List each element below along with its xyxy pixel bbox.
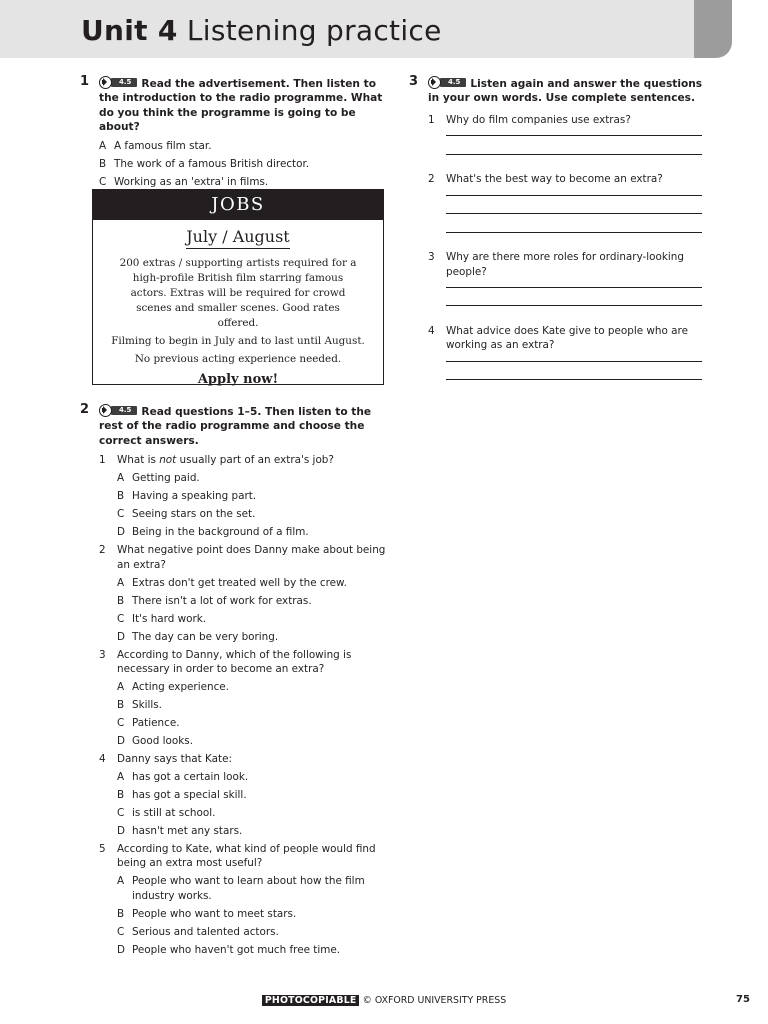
question-text	[117, 454, 334, 466]
instruction-text: Listen again and answer the questions in your own words. Use complete sentences.	[428, 78, 703, 105]
question-3	[409, 250, 709, 279]
answer-line[interactable]	[446, 154, 702, 155]
audio-track-button[interactable]	[99, 76, 137, 89]
exercise-3	[409, 76, 709, 398]
question-number: 3	[428, 251, 435, 264]
answer-lines	[409, 287, 709, 307]
option-text: People who want to meet stars.	[132, 907, 297, 920]
option-letter: D	[117, 943, 126, 956]
instruction-text: Read questions 1–5. Then listen to the rest of the radio programme and choose the correct answers.	[99, 406, 372, 447]
option-c	[117, 806, 386, 820]
footer	[0, 995, 768, 1007]
option-letter: C	[117, 612, 125, 625]
exercise-1	[80, 76, 386, 193]
option-letter: A	[117, 576, 125, 589]
answer-line[interactable]	[446, 135, 702, 136]
speaker-icon	[428, 76, 441, 89]
option-letter: D	[117, 825, 126, 838]
speaker-icon	[99, 404, 112, 417]
option-d	[117, 824, 386, 838]
instruction-text: Read the advertisement. Then listen to the introduction to the radio programme. What do you think the programme is going to be about?	[99, 78, 383, 134]
option-c	[117, 925, 386, 939]
answer-line[interactable]	[446, 232, 702, 233]
question-3	[99, 648, 386, 749]
question-text: What's the best way to become an extra?	[446, 173, 663, 186]
option-b	[117, 489, 386, 503]
job-advertisement	[92, 189, 384, 385]
option-d	[117, 943, 386, 957]
audio-track-button[interactable]	[99, 404, 137, 417]
option-letter: A	[117, 875, 125, 888]
question-text-part: What is	[117, 454, 160, 467]
option-letter: C	[117, 717, 125, 730]
answer-line[interactable]	[446, 195, 702, 196]
option-text: Skills.	[132, 699, 162, 712]
page-title	[81, 14, 442, 48]
option-letter: A	[99, 139, 107, 152]
answer-lines	[409, 195, 709, 233]
option-letter: A	[117, 771, 125, 784]
option-letter: A	[117, 472, 125, 485]
answer-line[interactable]	[446, 287, 702, 288]
question-text-emphasis: not	[159, 454, 177, 467]
option-letter: C	[117, 508, 125, 521]
question-options	[117, 874, 386, 957]
question-number: 2	[428, 173, 435, 186]
option-b	[117, 907, 386, 921]
option-letter: D	[117, 630, 126, 643]
option-b	[99, 157, 386, 171]
option-text: hasn't met any stars.	[132, 825, 243, 838]
option-letter: C	[99, 175, 107, 188]
option-letter: B	[99, 157, 107, 170]
question-text: Danny says that Kate:	[117, 753, 233, 766]
option-letter: C	[117, 925, 125, 938]
option-text: People who want to learn about how the film industry works.	[132, 875, 365, 902]
option-letter: B	[117, 907, 125, 920]
option-text: A famous film star.	[114, 139, 212, 152]
option-a	[117, 770, 386, 784]
header-tab	[694, 0, 732, 58]
option-text: The day can be very boring.	[132, 630, 279, 643]
track-number: 4.5	[111, 78, 137, 87]
option-d	[117, 734, 386, 748]
answer-lines	[409, 361, 709, 381]
option-text: People who haven't got much free time.	[132, 943, 341, 956]
question-number: 2	[99, 544, 106, 557]
option-c	[117, 507, 386, 521]
option-letter: B	[117, 490, 125, 503]
ad-body: 200 extras / supporting artists required for a high-profile British film starring famous actors. Extras will be required for crowd scenes and smaller scenes. Good rates offered.	[119, 257, 357, 329]
question-4	[99, 752, 386, 838]
question-number: 3	[99, 648, 106, 661]
option-a	[99, 139, 386, 153]
ad-experience: No previous acting experience needed.	[134, 353, 342, 365]
option-a	[117, 576, 386, 590]
question-options	[117, 576, 386, 644]
ad-heading: JOBS	[93, 190, 383, 220]
option-c	[99, 175, 386, 189]
option-letter: D	[117, 735, 126, 748]
option-b	[117, 594, 386, 608]
option-text: has got a certain look.	[132, 771, 249, 784]
option-letter: A	[117, 681, 125, 694]
exercise-1-options	[80, 139, 386, 189]
option-letter: C	[117, 807, 125, 820]
option-text: Extras don't get treated well by the crew.	[132, 576, 347, 589]
question-5	[99, 842, 386, 957]
option-c	[117, 716, 386, 730]
question-2	[99, 543, 386, 644]
photocopiable-badge: PHOTOCOPIABLE	[262, 995, 360, 1006]
ad-dates: July / August	[186, 227, 289, 249]
option-text: has got a special skill.	[132, 789, 247, 802]
option-letter: B	[117, 789, 125, 802]
exercise-2	[80, 404, 386, 961]
question-1	[409, 113, 709, 127]
question-text: According to Kate, what kind of people would find being an extra most useful?	[117, 843, 376, 870]
exercise-number: 1	[80, 74, 90, 89]
exercise-number: 3	[409, 74, 419, 89]
unit-subtitle: Listening practice	[186, 14, 442, 47]
option-text: Getting paid.	[132, 472, 200, 485]
answer-lines	[409, 135, 709, 155]
exercise-number: 2	[80, 402, 90, 417]
option-a	[117, 471, 386, 485]
speaker-icon	[99, 76, 112, 89]
question-text: Why do film companies use extras?	[446, 113, 631, 126]
option-text: The work of a famous British director.	[114, 157, 310, 170]
question-options	[117, 680, 386, 748]
exercise-1-instruction	[80, 76, 386, 135]
option-text: Being in the background of a film.	[132, 526, 309, 539]
question-number: 1	[428, 113, 435, 126]
question-2	[409, 172, 709, 186]
option-a	[117, 874, 386, 903]
option-letter: B	[117, 594, 125, 607]
option-a	[117, 680, 386, 694]
option-b	[117, 788, 386, 802]
option-text: Serious and talented actors.	[132, 925, 279, 938]
option-letter: D	[117, 526, 126, 539]
option-c	[117, 612, 386, 626]
option-text: Seeing stars on the set.	[132, 508, 256, 521]
answer-line[interactable]	[446, 305, 702, 306]
option-letter: B	[117, 699, 125, 712]
option-d	[117, 630, 386, 644]
option-text: Acting experience.	[132, 681, 229, 694]
option-d	[117, 525, 386, 539]
unit-label: Unit 4	[81, 14, 178, 47]
question-options	[117, 770, 386, 838]
exercise-3-instruction	[409, 76, 709, 106]
question-number: 4	[428, 324, 435, 337]
option-text: It's hard work.	[132, 612, 207, 625]
exercise-2-instruction	[80, 404, 386, 448]
answer-line[interactable]	[446, 213, 702, 214]
ad-filming: Filming to begin in July and to last until August.	[111, 335, 365, 347]
ad-apply: Apply now!	[197, 372, 279, 387]
question-text: According to Danny, which of the following is necessary in order to become an extra?	[117, 648, 352, 676]
audio-track-button[interactable]	[428, 76, 466, 89]
option-text: Having a speaking part.	[132, 490, 257, 503]
question-number: 1	[99, 454, 106, 467]
option-b	[117, 698, 386, 712]
option-text: Working as an 'extra' in films.	[114, 175, 269, 188]
exercise-2-questions	[80, 453, 386, 957]
option-text: Patience.	[132, 717, 180, 730]
option-text: is still at school.	[132, 807, 216, 820]
option-text: Good looks.	[132, 735, 193, 748]
track-number: 4.5	[440, 78, 466, 87]
copyright-text: © OXFORD UNIVERSITY PRESS	[362, 995, 507, 1006]
answer-line[interactable]	[446, 379, 702, 380]
question-text-part: usually part of an extra's job?	[176, 454, 334, 467]
question-4	[409, 324, 709, 353]
page-number: 75	[736, 994, 750, 1005]
option-text: There isn't a lot of work for extras.	[132, 594, 312, 607]
question-number: 5	[99, 843, 106, 856]
question-number: 4	[99, 753, 106, 766]
question-1	[99, 453, 386, 539]
question-text: Why are there more roles for ordinary-looking people?	[446, 251, 684, 278]
question-text: What advice does Kate give to people who are working as an extra?	[446, 324, 688, 352]
question-text: What negative point does Danny make about being an extra?	[117, 544, 386, 571]
answer-line[interactable]	[446, 361, 702, 362]
question-options	[117, 471, 386, 539]
track-number: 4.5	[111, 406, 137, 415]
